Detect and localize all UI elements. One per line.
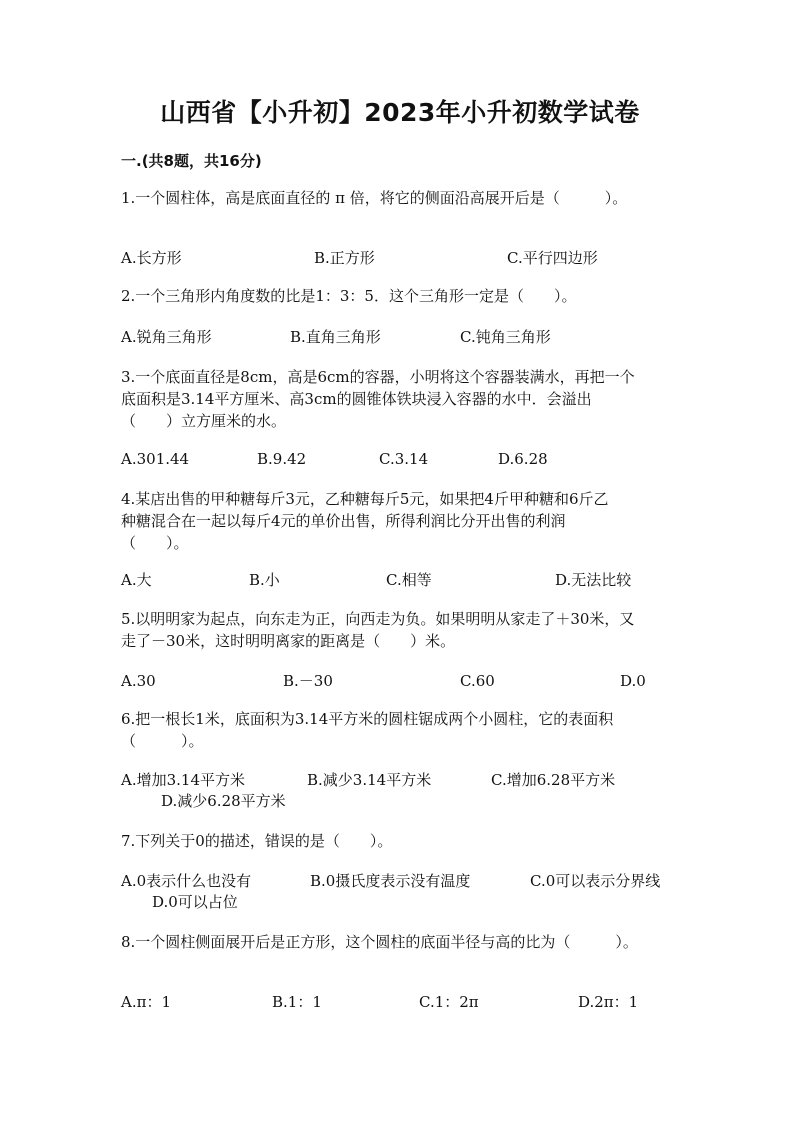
question-7-option-d: D.0可以占位 (152, 893, 238, 911)
question-7-option-b: B.0摄氏度表示没有温度 (310, 872, 471, 890)
question-8-option-c: C.1：2π (419, 993, 479, 1011)
question-6-option-d: D.减少6.28平方米 (161, 792, 286, 810)
question-1-option-a: A.长方形 (121, 249, 182, 267)
question-2-option-a: A.锐角三角形 (121, 328, 212, 346)
question-4-text-line-1: 4.某店出售的甲种糖每斤3元，乙种糖每斤5元，如果把4斤甲种糖和6斤乙 (121, 490, 609, 508)
page-title: 山西省【小升初】2023年小升初数学试卷 (160, 98, 640, 127)
question-1-text: 1.一个圆柱体，高是底面直径的 π 倍，将它的侧面沿高展开后是（ ）。 (121, 189, 628, 207)
question-4-text-line-3: （ ）。 (121, 534, 189, 552)
section-header: 一.(共8题，共16分) (121, 152, 262, 170)
question-3-option-a: A.301.44 (121, 450, 190, 468)
question-8-option-a: A.π：1 (121, 993, 172, 1011)
question-4-text-line-2: 种糖混合在一起以每斤4元的单价出售，所得利润比分开出售的利润 (121, 512, 566, 530)
question-7-option-a: A.0表示什么也没有 (121, 872, 252, 890)
question-7-text: 7.下列关于0的描述，错误的是（ ）。 (121, 832, 393, 850)
question-3-option-c: C.3.14 (379, 450, 429, 468)
question-4-option-c: C.相等 (386, 571, 432, 589)
question-5-text-line-1: 5.以明明家为起点，向东走为正，向西走为负。如果明明从家走了＋30米，又 (121, 610, 635, 628)
question-6-option-a: A.增加3.14平方米 (121, 771, 245, 789)
question-3-text-line-3: （ ）立方厘米的水。 (121, 412, 287, 430)
question-3-option-b: B.9.42 (257, 450, 307, 468)
question-6-option-c: C.增加6.28平方米 (491, 771, 616, 789)
question-4-option-a: A.大 (121, 571, 152, 589)
question-5-option-a: A.30 (121, 672, 156, 690)
question-3-text-line-2: 底面积是3.14平方厘米、高3cm的圆锥体铁块浸入容器的水中．会溢出 (121, 390, 592, 408)
question-3-option-d: D.6.28 (498, 450, 548, 468)
question-4-option-b: B.小 (249, 571, 280, 589)
question-4-option-d: D.无法比较 (555, 571, 632, 589)
question-7-option-c: C.0可以表示分界线 (530, 872, 661, 890)
question-6-option-b: B.减少3.14平方米 (307, 771, 432, 789)
question-2-option-b: B.直角三角形 (290, 328, 381, 346)
question-5-option-b: B.－30 (283, 672, 333, 690)
question-3-text-line-1: 3.一个底面直径是8cm，高是6cm的容器，小明将这个容器装满水，再把一个 (121, 368, 635, 386)
question-5-option-c: C.60 (460, 672, 495, 690)
question-2-option-c: C.钝角三角形 (460, 328, 551, 346)
question-6-text-line-1: 6.把一根长1米，底面积为3.14平方米的圆柱锯成两个小圆柱，它的表面积 (121, 710, 614, 728)
question-6-text-line-2: （ ）。 (121, 732, 204, 750)
question-2-text: 2.一个三角形内角度数的比是1：3：5．这个三角形一定是（ ）。 (121, 287, 577, 305)
question-8-option-d: D.2π：1 (578, 993, 639, 1011)
question-1-option-c: C.平行四边形 (507, 249, 598, 267)
question-8-option-b: B.1：1 (272, 993, 322, 1011)
question-8-text: 8.一个圆柱侧面展开后是正方形，这个圆柱的底面半径与高的比为（ ）。 (121, 933, 638, 951)
question-1-option-b: B.正方形 (314, 249, 375, 267)
question-5-text-line-2: 走了－30米，这时明明离家的距离是（ ）米。 (121, 632, 456, 650)
question-5-option-d: D.0 (620, 672, 646, 690)
